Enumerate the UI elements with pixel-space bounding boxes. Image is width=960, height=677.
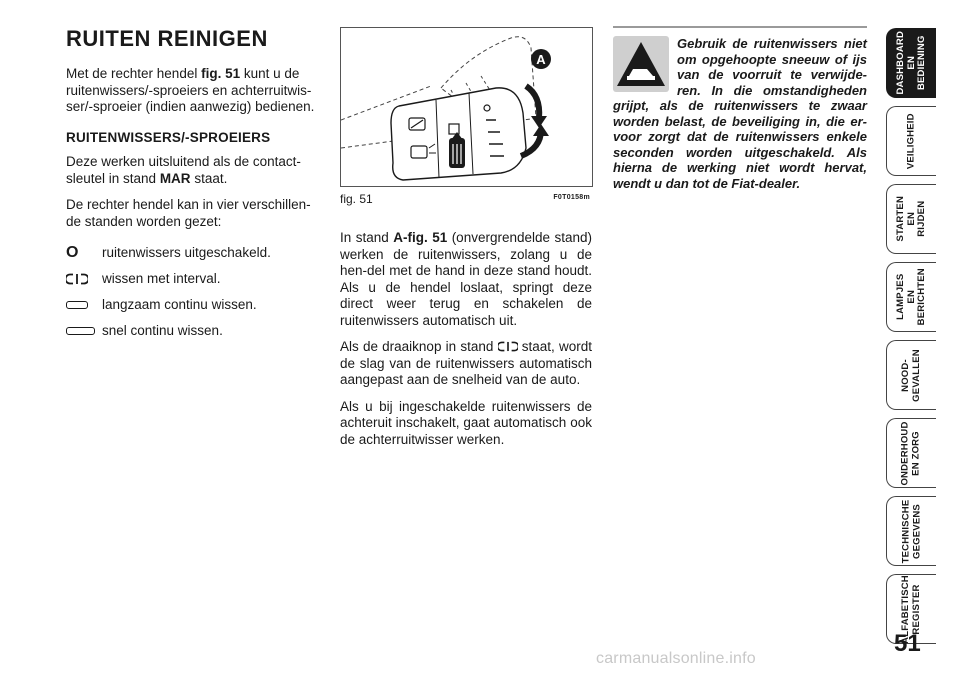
page-title: RUITEN REINIGEN bbox=[66, 26, 268, 51]
slow-continuous-icon bbox=[66, 301, 102, 309]
label-a: A bbox=[536, 52, 546, 67]
tab-emergencies[interactable]: NOOD- GEVALLEN bbox=[886, 340, 936, 410]
page-number: 51 bbox=[894, 630, 921, 657]
section-tabs bbox=[886, 28, 936, 652]
tab-warning-lights[interactable]: LAMPJES EN BERICHTEN bbox=[886, 262, 936, 332]
middle-column bbox=[340, 230, 592, 458]
paragraph-position-a: In stand A-fig. 51 (onvergrendelde stand) werken de ruitenwissers, zolang u de hen-del met de hand in deze stand houdt. Als u de hendel loslaat, springt deze direct weer terug en schakelen de ruitenwissers automatisch uit. bbox=[340, 230, 592, 328]
tab-maintenance[interactable]: ONDERHOUD EN ZORG bbox=[886, 418, 936, 488]
figure-code: F0T0158m bbox=[553, 194, 590, 201]
warning-divider bbox=[613, 26, 867, 28]
tab-starting-driving[interactable]: STARTEN EN RIJDEN bbox=[886, 184, 936, 254]
list-item: O ruitenwissers uitgeschakeld. bbox=[66, 243, 271, 261]
watermark: carmanualsonline.info bbox=[596, 650, 756, 667]
tab-index[interactable]: ALFABETISCH REGISTER bbox=[886, 574, 936, 644]
fast-continuous-icon bbox=[66, 327, 102, 335]
positions-paragraph: De rechter hendel kan in vier verschillen-de standen worden gezet: bbox=[66, 197, 311, 229]
intro-paragraph: Met de rechter hendel fig. 51 kunt u de ruitenwissers/-sproeiers en achterruitwis-ser/-sproeier (indien aanwezig) bedienen. bbox=[66, 66, 315, 114]
left-column bbox=[66, 66, 322, 344]
tab-dashboard[interactable]: DASHBOARD EN BEDIENING bbox=[886, 28, 936, 98]
paragraph-interval: Als de draaiknop in stand staat, wordt de slag van de ruitenwissers automatisch aangepast aan de snelheid van de auto. bbox=[340, 339, 592, 387]
list-item: langzaam continu wissen. bbox=[66, 292, 322, 318]
interval-position-icon bbox=[66, 273, 102, 285]
tab-safety[interactable]: VEILIGHEID bbox=[886, 106, 936, 176]
tab-technical-data[interactable]: TECHNISCHE GEGEVENS bbox=[886, 496, 936, 566]
position-list bbox=[66, 240, 322, 344]
off-position-icon: O bbox=[66, 243, 79, 261]
warning-box bbox=[613, 26, 867, 191]
figure-51-illustration bbox=[340, 27, 593, 187]
fig-reference[interactable]: fig. 51 bbox=[201, 66, 241, 81]
warning-car-icon bbox=[613, 36, 669, 92]
interval-position-icon bbox=[498, 339, 518, 354]
warning-text: Gebruik de ruitenwissers niet om opgehoopte sneeuw of ijs van de voorruit te verwijde-ren. In die omstandigheden grijpt, als de ruitenwissers te zwaar worden belast, de beveiliging in, die er-voor zorgt dat de ruitenwissers enkele seconden worden uitgeschakeld. Als hierna de werking niet wordt hervat, wendt u dan tot de Fiat-dealer. bbox=[613, 36, 867, 191]
list-item: snel continu wissen. bbox=[66, 318, 322, 344]
figure-caption: fig. 51 F0T0158m bbox=[340, 192, 590, 206]
paragraph-reverse: Als u bij ingeschakelde ruitenwissers de achteruit inschakelt, gaat automatisch ook de achterruitwisser werken. bbox=[340, 398, 592, 447]
list-item: wissen met interval. bbox=[66, 266, 322, 292]
section-subheading: RUITENWISSERS/-SPROEIERS bbox=[66, 129, 271, 145]
contact-paragraph: Deze werken uitsluitend als de contact-sleutel in stand MAR staat. bbox=[66, 154, 301, 186]
